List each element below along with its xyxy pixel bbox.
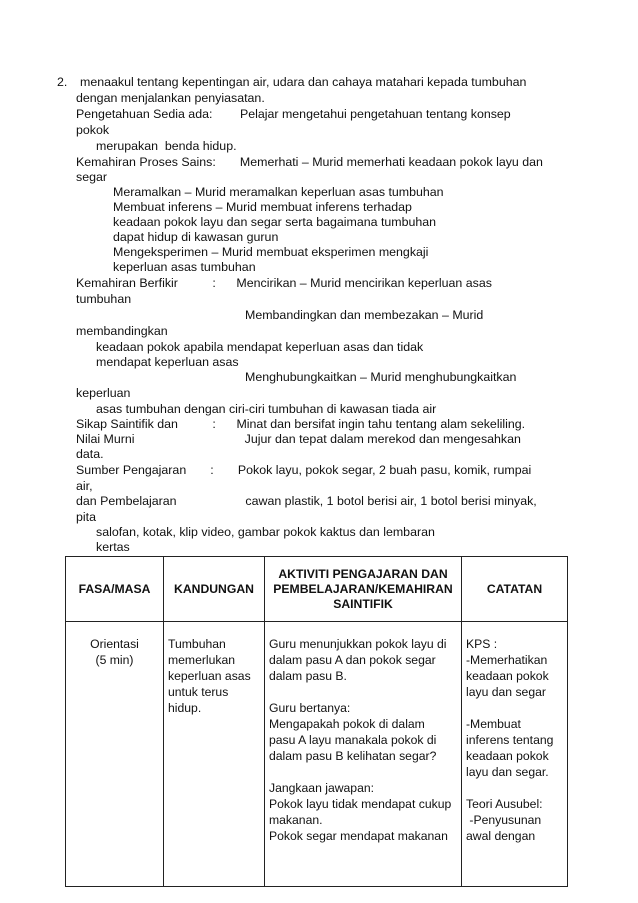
text-line: Meramalkan – Murid meramalkan keperluan asas tumbuhan — [113, 185, 444, 199]
cell-line: -Membuat — [466, 717, 521, 731]
objective-line-1: menaakul tentang kepentingan air, udara dan cahaya matahari kepada tumbuhan — [80, 75, 527, 89]
header-catatan: CATATAN — [462, 557, 568, 622]
scientific-attitude-line: Sikap Saintifik dan : Minat dan bersifat ingin tahu tentang alam sekeliling. — [76, 417, 526, 431]
text-line: keadaan pokok layu dan segar serta bagaimana tumbuhan — [113, 215, 437, 229]
text-line: mendapat keperluan asas — [96, 355, 239, 369]
cell-line: layu dan segar. — [466, 765, 549, 779]
text-line: keperluan asas tumbuhan — [113, 260, 256, 274]
text-line: dapat hidup di kawasan gurun — [113, 230, 279, 244]
cell-line: keadaan pokok — [466, 669, 549, 683]
text-line: salofan, kotak, klip video, gambar pokok kaktus dan lembaran — [96, 525, 435, 539]
text-line: kertas — [96, 540, 130, 554]
cell-line: -Memerhatikan — [466, 653, 548, 667]
cell-line: untuk terus — [168, 685, 229, 699]
prior-knowledge-line: Pengetahuan Sedia ada: Pelajar mengetahui pengetahuan tentang konsep — [76, 107, 511, 121]
cell-line: Tumbuhan — [168, 637, 226, 651]
header-fasa-masa: FASA/MASA — [66, 557, 164, 622]
cell-line: layu dan segar — [466, 685, 546, 699]
cell-line: KPS : — [466, 637, 498, 651]
header-kandungan: KANDUNGAN — [164, 557, 265, 622]
text-line: dan Pembelajaran cawan plastik, 1 botol berisi air, 1 botol berisi minyak, — [76, 494, 537, 508]
cell-line: Teori Ausubel: — [466, 797, 543, 811]
text-line: Nilai Murni Jujur dan tepat dalam merekod dan mengesahkan — [76, 432, 521, 446]
text-line: tumbuhan — [76, 292, 132, 306]
text-line: keadaan pokok apabila mendapat keperluan asas dan tidak — [96, 340, 424, 354]
text-line: asas tumbuhan dengan ciri-ciri tumbuhan di kawasan tiada air — [96, 402, 437, 416]
objective-number: 2. — [57, 75, 68, 89]
cell-line: keadaan pokok — [466, 749, 549, 763]
cell-line: hidup. — [168, 701, 202, 715]
cell-line: Mengapakah pokok di dalam — [269, 717, 425, 731]
cell-line: awal dengan — [466, 829, 536, 843]
cell-line: pasu A layu manakala pokok di — [269, 733, 437, 747]
text-line: air, — [76, 479, 93, 493]
cell-fasa — [66, 622, 164, 887]
cell-line: (5 min) — [95, 653, 134, 667]
cell-line: Guru menunjukkan pokok layu di — [269, 637, 447, 651]
cell-line: inferens tentang — [466, 733, 554, 747]
text-line: data. — [76, 447, 104, 461]
thinking-skills-line: Kemahiran Berfikir : Mencirikan – Murid mencirikan keperluan asas — [76, 276, 492, 290]
cell-line: dalam pasu A dan pokok segar — [269, 653, 436, 667]
cell-line: keperluan asas — [168, 669, 251, 683]
cell-line: Jangkaan jawapan: — [269, 781, 375, 795]
table-row — [66, 622, 568, 887]
header-aktiviti: AKTIVITI PENGAJARAN DAN PEMBELAJARAN/KEMAHIRAN SAINTIFIK — [265, 557, 462, 622]
cell-aktiviti — [265, 622, 462, 887]
process-skills-line: Kemahiran Proses Sains: Memerhati – Murid memerhati keadaan pokok layu dan — [76, 155, 543, 169]
cell-line: -Penyusunan — [466, 813, 542, 827]
cell-line: Pokok segar mendapat makanan — [269, 829, 448, 843]
resources-line: Sumber Pengajaran : Pokok layu, pokok segar, 2 buah pasu, komik, rumpai — [76, 463, 532, 477]
cell-line — [466, 700, 563, 716]
table-header-row — [66, 557, 568, 622]
text-line: merupakan benda hidup. — [96, 139, 237, 153]
cell-line: dalam pasu B kelihatan segar? — [269, 749, 437, 763]
text-line: pita — [76, 510, 96, 524]
cell-line: Pokok layu tidak mendapat cukup — [269, 797, 452, 811]
cell-line: dalam pasu B. — [269, 669, 347, 683]
cell-line: Guru bertanya: — [269, 701, 351, 715]
cell-line: makanan. — [269, 813, 323, 827]
cell-line — [269, 764, 457, 780]
cell-catatan — [462, 622, 568, 887]
text-line: Membuat inferens – Murid membuat inferens terhadap — [113, 200, 412, 214]
objective-line-2: dengan menjalankan penyiasatan. — [76, 91, 265, 105]
cell-kandungan — [164, 622, 265, 887]
cell-line: memerlukan — [168, 653, 236, 667]
text-line: Menghubungkaitkan – Murid menghubungkaitkan — [245, 370, 517, 384]
text-line: pokok — [76, 123, 110, 137]
cell-line: Orientasi — [90, 637, 139, 651]
text-line: membandingkan — [76, 324, 168, 338]
cell-line — [466, 780, 563, 796]
lesson-table — [65, 556, 568, 887]
text-line: Mengeksperimen – Murid membuat eksperimen mengkaji — [113, 245, 429, 259]
text-line: keperluan — [76, 386, 131, 400]
text-line: segar — [76, 170, 107, 184]
text-line: Membandingkan dan membezakan – Murid — [245, 308, 484, 322]
cell-line — [269, 684, 457, 700]
